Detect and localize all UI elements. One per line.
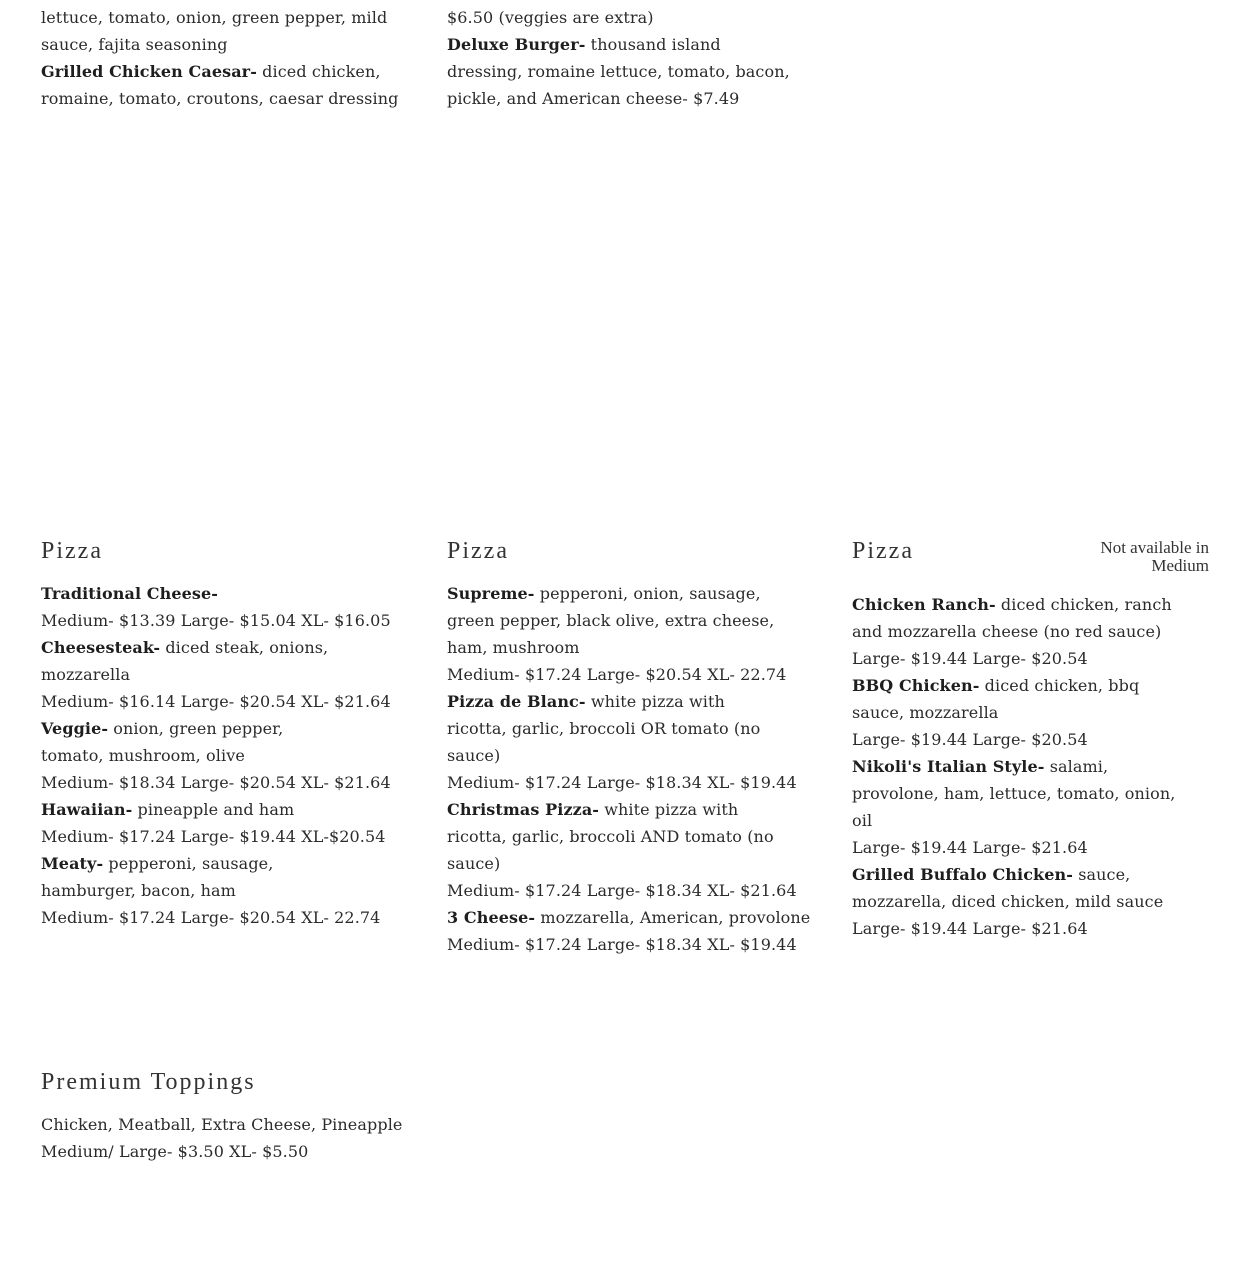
item-description: white pizza with ricotta, garlic, broccoli AND tomato (no sauce)	[447, 800, 774, 873]
item-name: Meaty-	[41, 854, 104, 873]
item-price: Medium- $16.14 Large- $20.54 XL- $21.64	[41, 692, 391, 711]
item-description: diced chicken, romaine, tomato, croutons, caesar dressing	[41, 62, 399, 108]
item-description: white pizza with ricotta, garlic, broccoli OR tomato (no sauce)	[447, 692, 761, 765]
menu-item-fragment	[41, 4, 411, 58]
premium-toppings-section	[41, 1067, 441, 1165]
top-middle-menu-column	[447, 4, 792, 112]
menu-list	[852, 591, 1209, 942]
item-name: Hawaiian-	[41, 800, 133, 819]
item-name: Christmas Pizza-	[447, 800, 600, 819]
item-name: Grilled Buffalo Chicken-	[852, 865, 1074, 884]
item-name: 3 Cheese-	[447, 908, 536, 927]
menu-item-traditional-cheese	[41, 580, 401, 607]
availability-note: Not available in Medium	[1100, 538, 1209, 575]
item-name: Nikoli's Italian Style-	[852, 757, 1045, 776]
item-price: Large- $19.44 Large- $20.54	[852, 649, 1088, 668]
item-description: pineapple and ham	[132, 800, 295, 819]
menu-item-hawaiian	[41, 796, 401, 823]
item-description: pepperoni, onion, sausage, green pepper, black olive, extra cheese, ham, mushroom	[447, 584, 775, 657]
item-price: Medium- $18.34 Large- $20.54 XL- $21.64	[41, 773, 391, 792]
pizza-section-2	[447, 536, 812, 958]
menu-item-grilled-chicken-caesar	[41, 58, 411, 112]
item-price: Medium- $17.24 Large- $19.44 XL-$20.54	[41, 827, 386, 846]
item-name: Grilled Chicken Caesar-	[41, 62, 257, 81]
item-name: BBQ Chicken-	[852, 676, 980, 695]
item-name: Deluxe Burger-	[447, 35, 586, 54]
item-price: Medium- $17.24 Large- $20.54 XL- 22.74	[41, 908, 381, 927]
item-name: Supreme-	[447, 584, 535, 603]
menu-item-cheesesteak	[41, 634, 401, 688]
item-price: Large- $19.44 Large- $21.64	[852, 838, 1088, 857]
menu-item-grilled-buffalo-chicken	[852, 861, 1202, 915]
item-description: sauce, mozzarella, diced chicken, mild sauce	[852, 865, 1164, 911]
pizza-section-1	[41, 536, 401, 931]
menu-item-veggie	[41, 715, 341, 769]
item-name: Veggie-	[41, 719, 109, 738]
item-description: pepperoni, sausage, hamburger, bacon, ham	[41, 854, 274, 900]
pizza-section-3	[852, 536, 1209, 942]
item-price: Medium- $13.39 Large- $15.04 XL- $16.05	[41, 611, 391, 630]
item-price: Medium- $17.24 Large- $18.34 XL- $19.44	[447, 935, 797, 954]
menu-item-christmas-pizza	[447, 796, 787, 877]
section-heading: Pizza	[852, 538, 914, 564]
item-price: Medium- $17.24 Large- $18.34 XL- $19.44	[447, 773, 797, 792]
menu-list	[41, 580, 401, 931]
item-price: Medium- $17.24 Large- $18.34 XL- $21.64	[447, 881, 797, 900]
menu-item-deluxe-burger	[447, 31, 792, 112]
menu-item-3-cheese	[447, 904, 812, 931]
item-name: Traditional Cheese-	[41, 584, 219, 603]
toppings-list: Chicken, Meatball, Extra Cheese, Pineapple	[41, 1115, 403, 1134]
item-description: thousand island dressing, romaine lettuce, tomato, bacon, pickle, and American cheese- $7.49	[447, 35, 790, 108]
item-description: onion, green pepper, tomato, mushroom, olive	[41, 719, 284, 765]
item-price: $6.50 (veggies are extra)	[447, 8, 654, 27]
menu-item-meaty	[41, 850, 361, 904]
item-name: Chicken Ranch-	[852, 595, 996, 614]
menu-item-bbq-chicken	[852, 672, 1182, 726]
menu-item-nikolis-italian-style	[852, 753, 1182, 834]
menu-item-fragment	[447, 4, 792, 31]
menu-item-pizza-de-blanc	[447, 688, 777, 769]
menu-item-chicken-ranch	[852, 591, 1192, 645]
section-heading: Pizza	[447, 538, 509, 564]
item-name: Pizza de Blanc-	[447, 692, 586, 711]
item-description: sauce, fajita seasoning	[41, 35, 228, 54]
item-description: mozzarella, American, provolone	[535, 908, 811, 927]
menu-list	[41, 1111, 441, 1165]
item-price: Large- $19.44 Large- $20.54	[852, 730, 1088, 749]
menu-list	[447, 580, 812, 958]
item-name: Cheesesteak-	[41, 638, 161, 657]
item-price: Medium- $17.24 Large- $20.54 XL- 22.74	[447, 665, 787, 684]
item-description: diced steak, onions, mozzarella	[41, 638, 329, 684]
top-left-menu-column	[41, 4, 411, 112]
item-description: salami, provolone, ham, lettuce, tomato, onion, oil	[852, 757, 1176, 830]
item-price: Large- $19.44 Large- $21.64	[852, 919, 1088, 938]
item-price: Medium/ Large- $3.50 XL- $5.50	[41, 1142, 309, 1161]
section-heading: Premium Toppings	[41, 1069, 256, 1095]
item-description: diced chicken, bbq sauce, mozzarella	[852, 676, 1140, 722]
item-description: diced chicken, ranch and mozzarella cheese (no red sauce)	[852, 595, 1172, 641]
item-description: lettuce, tomato, onion, green pepper, mild	[41, 8, 388, 27]
menu-item-supreme	[447, 580, 792, 661]
section-heading: Pizza	[41, 538, 103, 564]
